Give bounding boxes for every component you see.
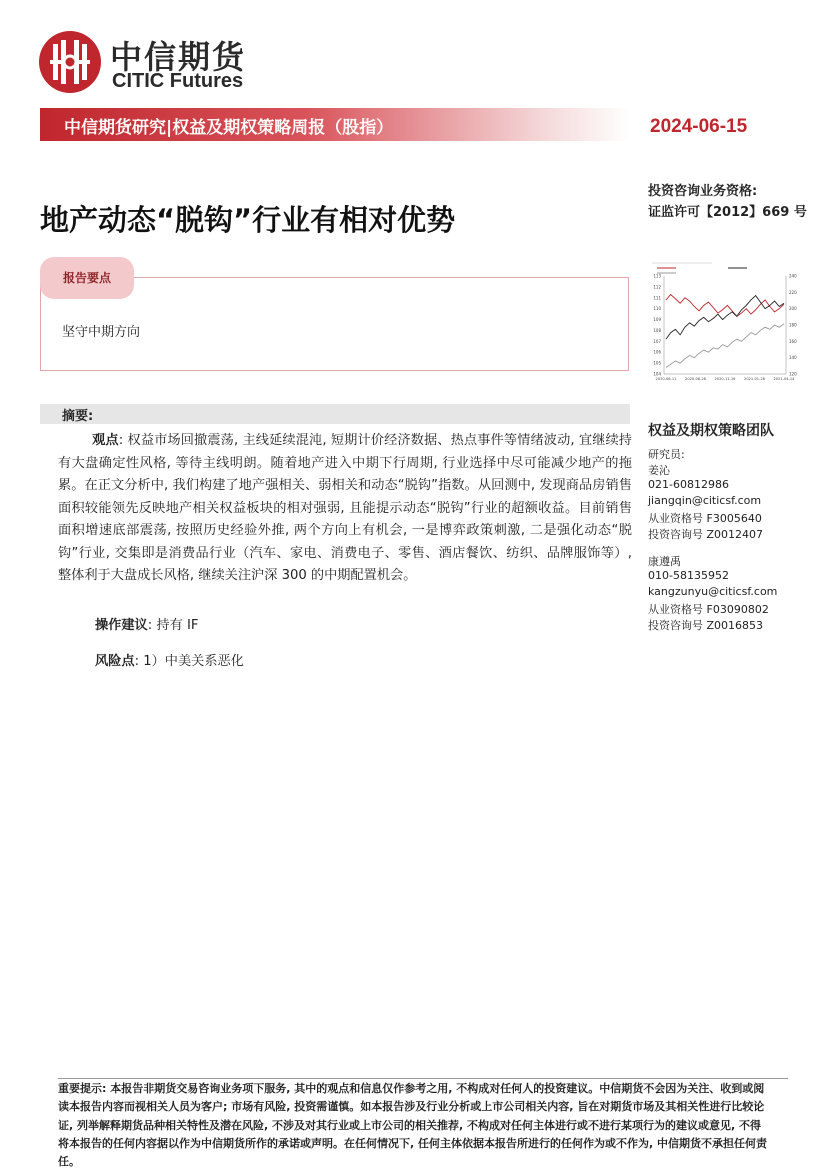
right-tick-label: 140 [789,355,797,361]
citic-logo [38,30,102,94]
left-tick-label: 113 [653,273,661,279]
brand-name-cn: 中信期货 [110,38,247,76]
team-line-name: 康遵禹 [648,555,681,568]
left-tick-label: 105 [653,360,661,366]
report-date: 2024-06-15 [650,116,748,137]
team-line-name: 姜沁 [648,464,670,477]
x-tick-label: 2021-01-28 [744,377,765,381]
keypoints-item: 坚守中期方向 [62,325,141,340]
team-line-qualification: 从业资格号 F03090802 [648,603,769,616]
left-tick-label: 104 [653,371,661,377]
risk-label: 风险点 [95,654,135,669]
report-title: 地产动态“脱钩”行业有相对优势 [40,203,456,237]
right-tick-label: 160 [789,338,797,344]
team-title: 权益及期权策略团队 [648,423,774,439]
right-tick-label: 180 [789,322,797,328]
left-tick-label: 106 [653,349,661,355]
summary-paragraph [58,430,632,588]
brand-name-en: CITIC Futures [112,70,244,92]
risk-text: : 1）中美关系恶化 [134,654,244,669]
disclaimer-divider [58,1078,788,1079]
team-line-phone: 021-60812986 [648,478,729,491]
right-tick-label: 200 [789,306,797,312]
advice-line [95,614,198,633]
x-tick-label: 2020-06-11 [655,377,677,381]
chart-title-placeholder [652,262,712,264]
x-tick-label: 2020-11-16 [714,377,736,381]
disclaimer: 重要提示: 本报告非期货交易咨询业务项下服务, 其中的观点和信息仅作参考之用, 不构成对任何人的投资建议。中信期货不会因为关注、收到或阅读本报告内容而视相关人员为客户; 市场有风险, 投资需谨慎。如本报告涉及行业分析或上市公司相关内容, 旨在对期货市场及其相关性进行比较论证, 列举解释期货品种相关特性及潜在风险, 不涉及对其行业或上市公司的相关推荐, 不构成对任何主体进行或不进行某项行为的建议或意见, 不得将本报告的任何内容据以作为中信期货所作的承诺或声明。在任何情况下, 任何主体依据本报告所进行的任何作为或不作为, 中信期货不承担任何责任。 [58,1082,768,1169]
right-tick-label: 240 [789,273,797,279]
team-line-email[interactable]: kangzunyu@citicsf.com [648,585,778,598]
team-line-qualification: 从业资格号 F3005640 [648,512,762,525]
license-label: 投资咨询业务资格: [648,184,758,199]
summary-header-bar [40,404,630,424]
team-line-phone: 010-58135952 [648,569,729,582]
summary-label: 摘要: [62,409,94,424]
team-line-email[interactable]: jiangqin@citicsf.com [648,494,762,507]
view-text: : 权益市场回撤震荡, 主线延续混沌, 短期计价经济数据、热点事件等情绪波动, 宜继续持有大盘确定性风格, 等待主线明朗。随着地产进入中期下行周期, 行业选择中尽可能减少地产的拖累。在正文分析中, 我们构建了地产强相关、弱相关和动态“脱钩”指数。从回测中, 发现商品房销售面积较能领先反映地产相关权益板块的相对强弱, 且能提示动态“脱钩”行业的超额收益。目前销售面积增速底部震荡, 按照历史经验外推, 两个方向上有机会, 一是博弈政策刺激, 二是强化动态“脱钩”行业, 交集即是消费品行业（汽车、家电、消费电子、零售、酒店餐饮、纺织、品牌服饰等）, 整体利于大盘成长风格, 继续关注沪深 300 的中期配置机会。 [58,433,632,583]
keypoints-tab: 报告要点 [40,257,134,299]
right-tick-label: 220 [789,289,797,295]
thumbnail-chart [648,256,802,386]
advice-text: : 持有 IF [147,618,199,633]
left-tick-label: 107 [653,338,661,344]
x-tick-label: 2020-08-28 [685,377,706,381]
team-line-researcher: 研究员: [648,448,685,461]
risk-line [95,650,244,669]
x-tick-label: 2021-04-14 [773,377,795,381]
left-tick-label: 108 [653,327,661,333]
advice-label: 操作建议 [95,618,148,633]
left-tick-label: 109 [653,317,661,323]
right-tick-label: 120 [789,371,797,377]
license-number: 证监许可【2012】669 号 [648,205,807,220]
left-tick-label: 110 [653,306,661,312]
team-line-consult-id: 投资咨询号 Z0012407 [648,528,764,541]
left-tick-label: 111 [653,295,661,301]
team-line-consult-id: 投资咨询号 Z0016853 [648,619,764,632]
left-tick-label: 112 [653,284,661,290]
view-label: 观点 [92,433,119,448]
report-series-title: 中信期货研究|权益及期权策略周报（股指） [64,118,394,138]
